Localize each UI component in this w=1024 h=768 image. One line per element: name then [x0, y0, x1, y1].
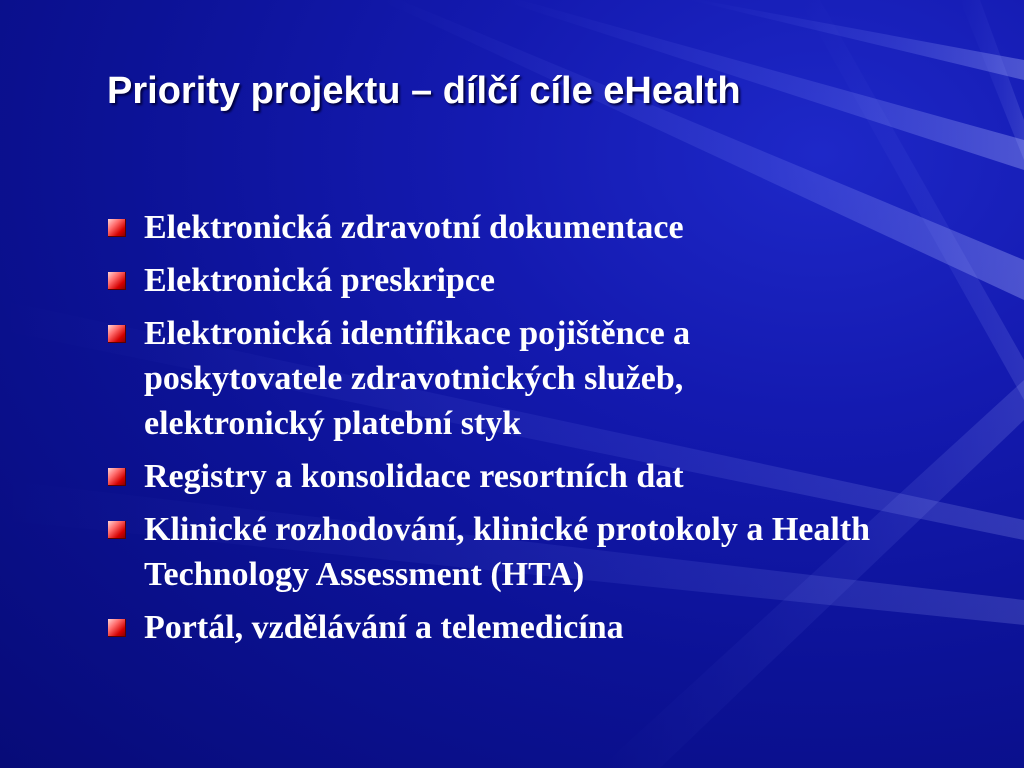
- slide-title: Priority projektu – dílčí cíle eHealth: [107, 70, 741, 112]
- bullet-text: Elektronická identifikace pojištěnce a poskytovatele zdravotnických služeb, elektronický platební styk: [144, 315, 691, 442]
- list-item: [108, 311, 784, 446]
- list-item: [108, 454, 988, 499]
- bullet-text: Elektronická preskripce: [144, 262, 496, 299]
- bullet-text: Klinické rozhodování, klinické protokoly a Health Technology Assessment (HTA): [144, 511, 871, 593]
- bullet-text: Portál, vzdělávání a telemedicína: [144, 609, 624, 646]
- red-square-bullet-icon: [108, 468, 126, 486]
- list-item: [108, 258, 988, 303]
- bullet-text: Elektronická zdravotní dokumentace: [144, 209, 684, 246]
- red-square-bullet-icon: [108, 619, 126, 637]
- red-square-bullet-icon: [108, 325, 126, 343]
- list-item: [108, 205, 988, 250]
- red-square-bullet-icon: [108, 521, 126, 539]
- red-square-bullet-icon: [108, 272, 126, 290]
- list-item: [108, 507, 904, 597]
- red-square-bullet-icon: [108, 219, 126, 237]
- list-item: [108, 605, 988, 650]
- bullet-text: Registry a konsolidace resortních dat: [144, 458, 684, 495]
- bullet-list: [108, 205, 988, 658]
